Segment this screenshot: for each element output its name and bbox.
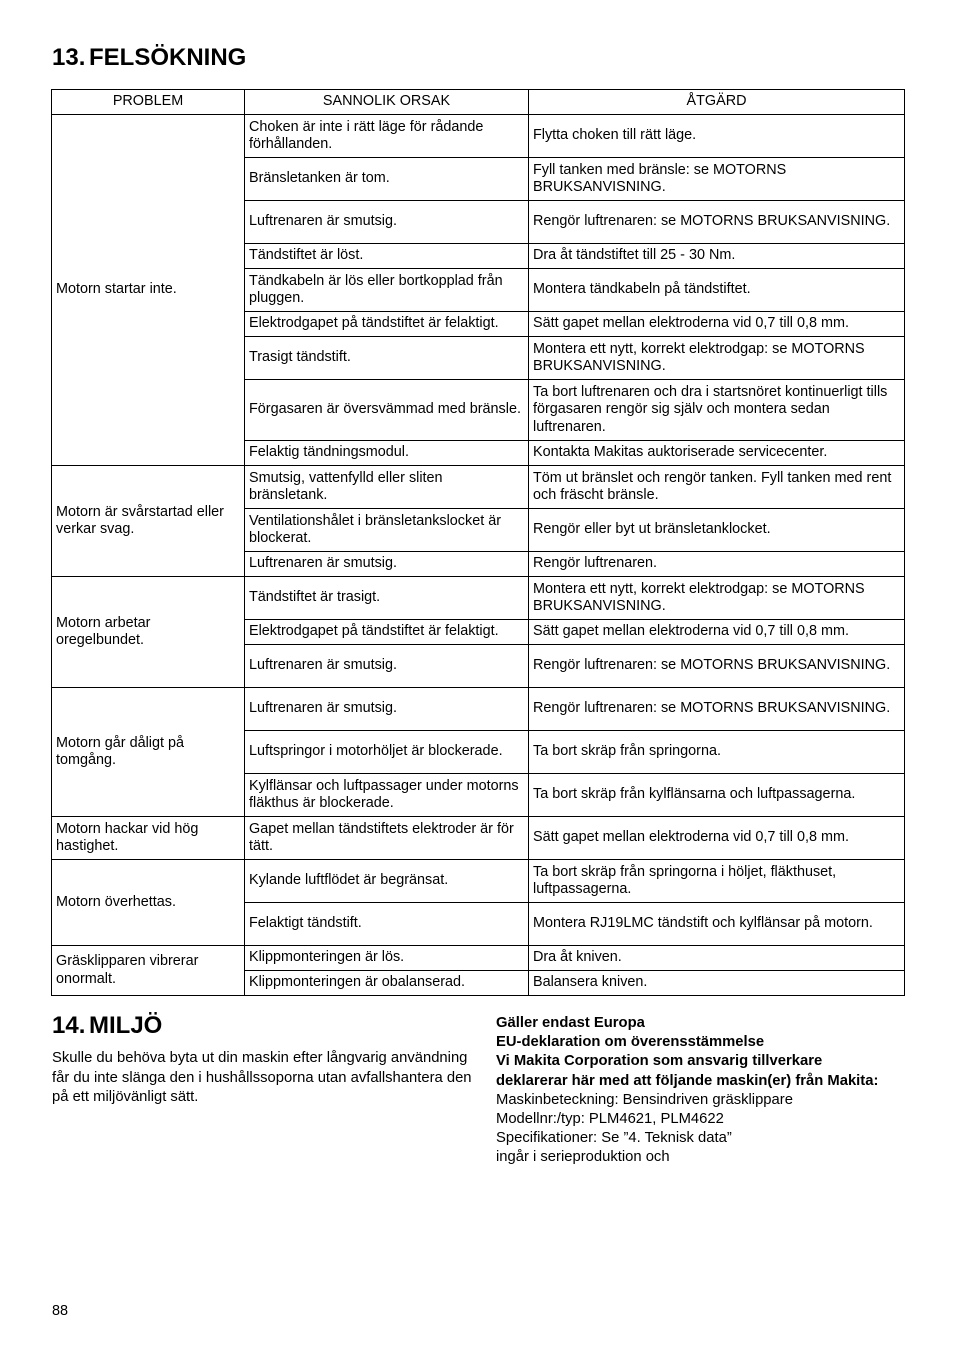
action-cell: Rengör eller byt ut bränsletanklocket. (529, 509, 905, 552)
action-cell: Sätt gapet mellan elektroderna vid 0,7 till 0,8 mm. (529, 817, 905, 860)
action-cell: Ta bort skräp från kylflänsarna och luftpassagerna. (529, 774, 905, 817)
action-cell: Sätt gapet mellan elektroderna vid 0,7 till 0,8 mm. (529, 620, 905, 645)
cause-cell: Luftrenaren är smutsig. (245, 688, 529, 731)
table-row (52, 688, 905, 731)
action-cell: Dra åt kniven. (529, 946, 905, 971)
section-14-number: 14. (52, 1012, 86, 1039)
cause-cell: Bränsletanken är tom. (245, 158, 529, 201)
cause-cell: Kylande luftflödet är begränsat. (245, 860, 529, 903)
cause-cell: Ventilationshålet i bränsletankslocket är blockerat. (245, 509, 529, 552)
cause-cell: Kylflänsar och luftpassager under motorns fläkthus är blockerade. (245, 774, 529, 817)
section-14-title: MILJÖ (89, 1012, 163, 1039)
eu-statement: Vi Makita Corporation som ansvarig tillverkare deklarerar här med att följande maskin(er) från Makita: (496, 1053, 879, 1089)
cause-cell: Elektrodgapet på tändstiftet är felaktigt. (245, 312, 529, 337)
eu-series-production: ingår i serieproduktion och (496, 1149, 670, 1166)
table-row (52, 860, 905, 903)
cause-cell: Gapet mellan tändstiftets elektroder är för tätt. (245, 817, 529, 860)
action-cell: Montera ett nytt, korrekt elektrodgap: se MOTORNS BRUKSANVISNING. (529, 577, 905, 620)
eu-declaration (496, 1014, 896, 1168)
cause-cell: Smutsig, vattenfylld eller sliten bränsletank. (245, 466, 529, 509)
table-row (52, 817, 905, 860)
page-number: 88 (52, 1303, 69, 1319)
action-cell: Rengör luftrenaren: se MOTORNS BRUKSANVISNING. (529, 201, 905, 244)
header-action: ÅTGÄRD (529, 90, 905, 115)
cause-cell: Klippmonteringen är obalanserad. (245, 971, 529, 996)
action-cell: Montera tändkabeln på tändstiftet. (529, 269, 905, 312)
cause-cell: Felaktigt tändstift. (245, 903, 529, 946)
problem-cell: Motorn arbetar oregelbundet. (52, 577, 245, 688)
problem-cell: Motorn startar inte. (52, 115, 245, 466)
action-cell: Montera RJ19LMC tändstift och kylflänsar på motorn. (529, 903, 905, 946)
section-13-number: 13. (52, 44, 86, 71)
cause-cell: Tändkabeln är lös eller bortkopplad från pluggen. (245, 269, 529, 312)
table-row (52, 577, 905, 620)
action-cell: Balansera kniven. (529, 971, 905, 996)
eu-model-number: Modellnr:/typ: PLM4621, PLM4622 (496, 1111, 724, 1128)
cause-cell: Luftrenaren är smutsig. (245, 552, 529, 577)
action-cell: Rengör luftrenaren: se MOTORNS BRUKSANVISNING. (529, 688, 905, 731)
table-row (52, 115, 905, 158)
action-cell: Fyll tanken med bränsle: se MOTORNS BRUKSANVISNING. (529, 158, 905, 201)
header-cause: SANNOLIK ORSAK (245, 90, 529, 115)
troubleshooting-table (51, 89, 905, 996)
action-cell: Rengör luftrenaren: se MOTORNS BRUKSANVISNING. (529, 645, 905, 688)
problem-cell: Motorn hackar vid hög hastighet. (52, 817, 245, 860)
eu-specifications: Specifikationer: Se ”4. Teknisk data” (496, 1130, 732, 1147)
table-row (52, 466, 905, 509)
action-cell: Ta bort luftrenaren och dra i startsnöret kontinuerligt tills förgasaren rengör sig själv och montera sedan luftrenaren. (529, 380, 905, 441)
problem-cell: Motorn går dåligt på tomgång. (52, 688, 245, 817)
eu-machine-designation: Maskinbeteckning: Bensindriven gräsklippare (496, 1091, 793, 1108)
action-cell: Kontakta Makitas auktoriserade servicecenter. (529, 441, 905, 466)
action-cell: Ta bort skräp från springorna i höljet, fläkthuset, luftpassagerna. (529, 860, 905, 903)
eu-scope: Gäller endast Europa (496, 1015, 645, 1031)
cause-cell: Choken är inte i rätt läge för rådande förhållanden. (245, 115, 529, 158)
cause-cell: Klippmonteringen är lös. (245, 946, 529, 971)
cause-cell: Luftrenaren är smutsig. (245, 645, 529, 688)
eu-title: EU-deklaration om överensstämmelse (496, 1034, 765, 1051)
cause-cell: Elektrodgapet på tändstiftet är felaktigt. (245, 620, 529, 645)
problem-cell: Motorn överhettas. (52, 860, 245, 946)
action-cell: Sätt gapet mellan elektroderna vid 0,7 till 0,8 mm. (529, 312, 905, 337)
cause-cell: Luftspringor i motorhöljet är blockerade. (245, 731, 529, 774)
cause-cell: Felaktig tändningsmodul. (245, 441, 529, 466)
table-header-row (52, 90, 905, 115)
cause-cell: Tändstiftet är löst. (245, 244, 529, 269)
section-13-heading (52, 44, 246, 72)
table-row (52, 946, 905, 971)
problem-cell: Motorn är svårstartad eller verkar svag. (52, 466, 245, 577)
action-cell: Dra åt tändstiftet till 25 - 30 Nm. (529, 244, 905, 269)
action-cell: Rengör luftrenaren. (529, 552, 905, 577)
action-cell: Flytta choken till rätt läge. (529, 115, 905, 158)
section-14-heading (52, 1012, 162, 1040)
cause-cell: Tändstiftet är trasigt. (245, 577, 529, 620)
action-cell: Montera ett nytt, korrekt elektrodgap: se MOTORNS BRUKSANVISNING. (529, 337, 905, 380)
environment-paragraph: Skulle du behöva byta ut din maskin efter långvarig användning får du inte slänga den i hushållssoporna utan avfallshantera den på ett miljövänligt sätt. (52, 1050, 472, 1105)
cause-cell: Trasigt tändstift. (245, 337, 529, 380)
cause-cell: Förgasaren är översvämmad med bränsle. (245, 380, 529, 441)
section-13-title: FELSÖKNING (89, 44, 247, 71)
action-cell: Ta bort skräp från springorna. (529, 731, 905, 774)
action-cell: Töm ut bränslet och rengör tanken. Fyll tanken med rent och fräscht bränsle. (529, 466, 905, 509)
header-problem: PROBLEM (52, 90, 245, 115)
cause-cell: Luftrenaren är smutsig. (245, 201, 529, 244)
problem-cell: Gräsklipparen vibrerar onormalt. (52, 946, 245, 996)
